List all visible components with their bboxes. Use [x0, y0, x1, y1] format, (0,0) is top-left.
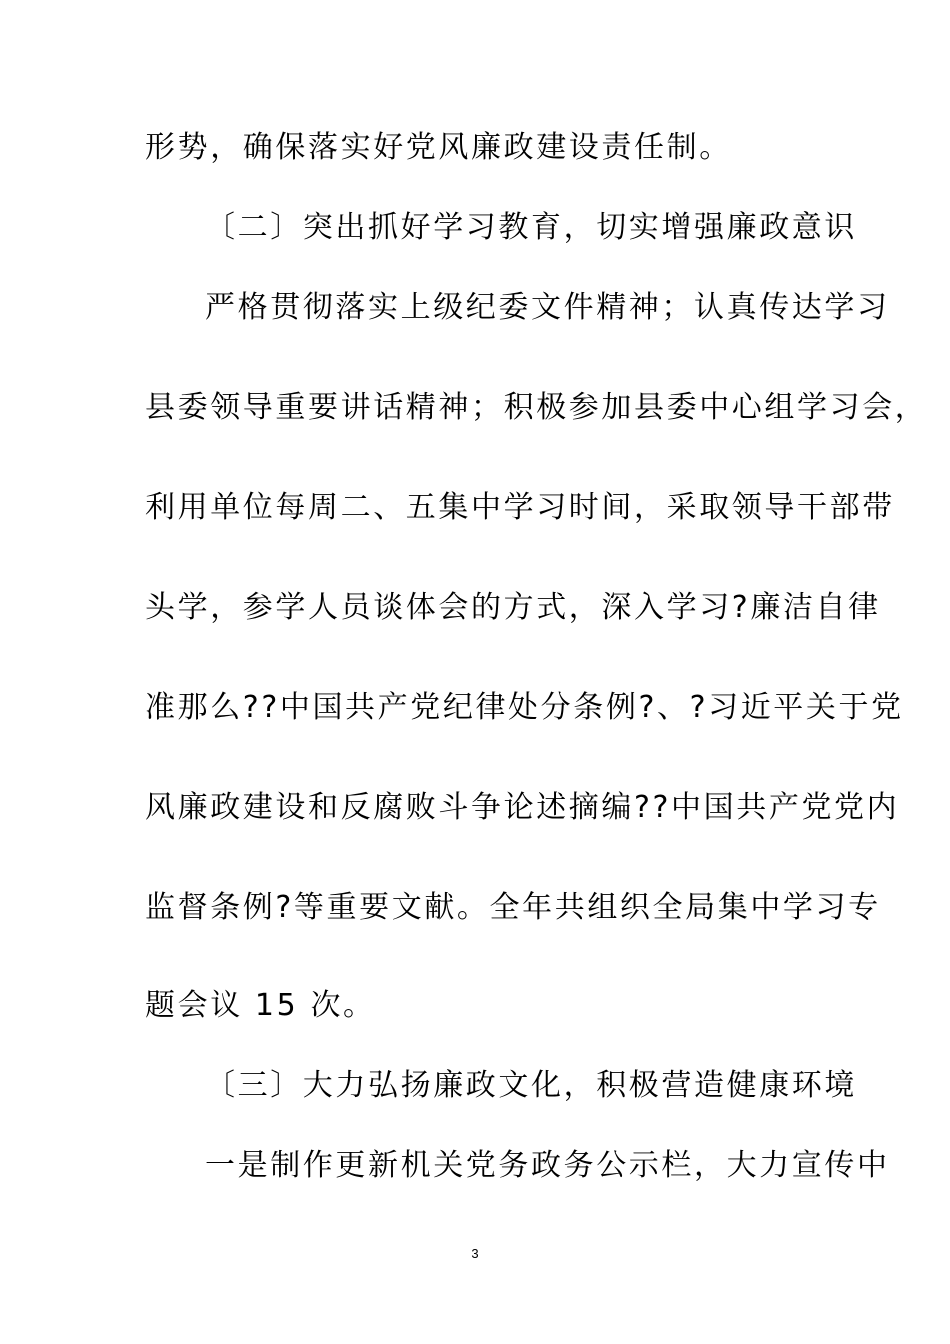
- paragraph-line: 监督条例?等重要文献。全年共组织全局集中学习专: [145, 890, 881, 925]
- paragraph-line: 形势，确保落实好党风廉政建设责任制。: [145, 130, 732, 165]
- paragraph-first-line: 严格贯彻落实上级纪委文件精神；认真传达学习: [205, 290, 890, 325]
- page-number: 3: [471, 1246, 479, 1261]
- paragraph-line: 头学，参学人员谈体会的方式，深入学习?廉洁自律: [145, 590, 881, 625]
- paragraph-line: 风廉政建设和反腐败斗争论述摘编??中国共产党党内: [145, 790, 900, 825]
- section-heading-3: 〔三〕大力弘扬廉政文化，积极营造健康环境: [205, 1068, 857, 1103]
- paragraph-line: 县委领导重要讲话精神；积极参加县委中心组学习会，: [145, 390, 928, 425]
- paragraph-last-line: 题会议 15 次。: [145, 988, 376, 1023]
- paragraph-first-line: 一是制作更新机关党务政务公示栏，大力宣传中: [205, 1148, 890, 1183]
- paragraph-line: 准那么??中国共产党纪律处分条例?、?习近平关于党: [145, 690, 904, 725]
- section-heading-2: 〔二〕突出抓好学习教育，切实增强廉政意识: [205, 210, 857, 245]
- paragraph-line: 利用单位每周二、五集中学习时间，采取领导干部带: [145, 490, 895, 525]
